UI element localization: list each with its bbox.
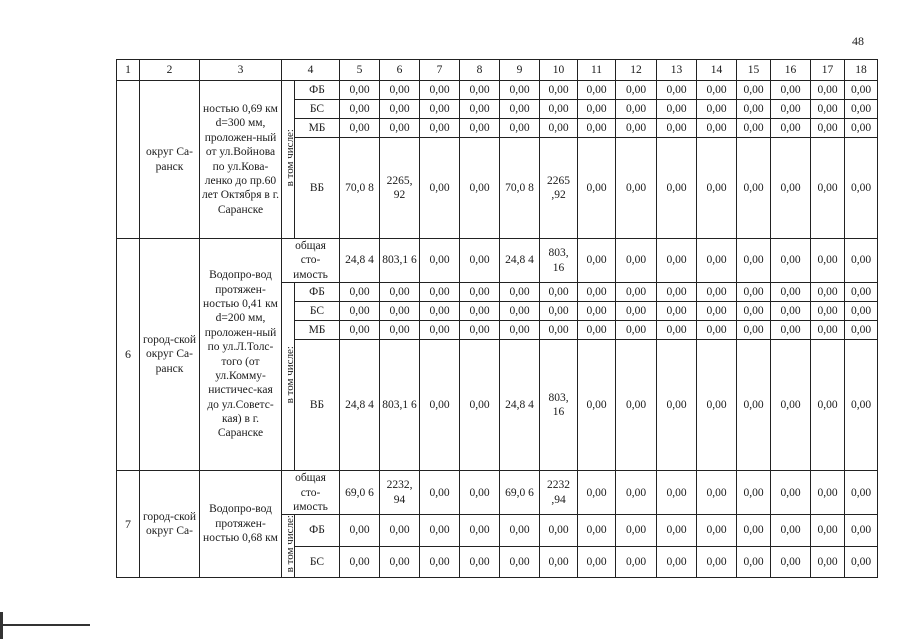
value-cell: 0,00 xyxy=(578,515,616,546)
value-cell: 69,0 6 xyxy=(340,471,380,515)
object-cell: Водопро-вод протяжен-ностью 0,68 км xyxy=(200,471,282,578)
value-cell: 0,00 xyxy=(697,340,737,471)
value-cell: 0,00 xyxy=(697,239,737,283)
district-cell: город-ской округ Са- xyxy=(140,471,200,578)
value-cell: 0,00 xyxy=(578,321,616,340)
value-cell: 0,00 xyxy=(380,321,420,340)
value-cell: 0,00 xyxy=(771,239,811,283)
value-cell: 0,00 xyxy=(420,283,460,302)
column-header: 13 xyxy=(657,60,697,81)
value-cell: 0,00 xyxy=(811,546,845,577)
incl-label-vertical xyxy=(282,81,295,239)
value-cell: 0,00 xyxy=(500,100,540,119)
value-cell: 0,00 xyxy=(578,239,616,283)
value-cell: 0,00 xyxy=(616,119,657,138)
value-cell: 0,00 xyxy=(811,100,845,119)
value-cell: 0,00 xyxy=(616,340,657,471)
column-header: 16 xyxy=(771,60,811,81)
value-cell: 0,00 xyxy=(460,138,500,239)
incl-label-text: в том числе: xyxy=(284,345,296,404)
fund-label-vb: ВБ xyxy=(295,340,340,471)
column-header: 7 xyxy=(420,60,460,81)
column-header: 5 xyxy=(340,60,380,81)
value-cell: 0,00 xyxy=(420,546,460,577)
value-cell: 0,00 xyxy=(616,321,657,340)
value-cell: 0,00 xyxy=(420,81,460,100)
scan-edge-bottom xyxy=(0,624,90,626)
row-number: 7 xyxy=(117,471,140,578)
fund-label-fb: ФБ xyxy=(295,81,340,100)
value-cell: 0,00 xyxy=(697,471,737,515)
value-cell: 0,00 xyxy=(771,321,811,340)
value-cell: 0,00 xyxy=(460,321,500,340)
value-cell: 0,00 xyxy=(420,321,460,340)
fund-label-fb: ФБ xyxy=(295,515,340,546)
value-cell: 0,00 xyxy=(616,283,657,302)
value-cell: 24,8 4 xyxy=(340,340,380,471)
value-cell: 2265, 92 xyxy=(380,138,420,239)
value-cell: 803, 16 xyxy=(540,340,578,471)
value-cell: 0,00 xyxy=(811,138,845,239)
value-cell: 0,00 xyxy=(697,100,737,119)
value-cell: 0,00 xyxy=(578,546,616,577)
value-cell: 0,00 xyxy=(460,302,500,321)
value-cell: 0,00 xyxy=(540,546,578,577)
value-cell: 0,00 xyxy=(771,81,811,100)
value-cell: 0,00 xyxy=(500,546,540,577)
column-header: 18 xyxy=(845,60,878,81)
fund-label-bs: БС xyxy=(295,302,340,321)
value-cell: 0,00 xyxy=(657,546,697,577)
value-cell: 0,00 xyxy=(380,100,420,119)
column-header: 10 xyxy=(540,60,578,81)
value-cell: 70,0 8 xyxy=(500,138,540,239)
value-cell: 0,00 xyxy=(697,119,737,138)
value-cell: 0,00 xyxy=(657,283,697,302)
value-cell: 0,00 xyxy=(657,302,697,321)
value-cell: 0,00 xyxy=(578,119,616,138)
value-cell: 803, 16 xyxy=(540,239,578,283)
value-cell: 0,00 xyxy=(845,239,878,283)
value-cell: 70,0 8 xyxy=(340,138,380,239)
table-row xyxy=(117,471,878,515)
value-cell: 0,00 xyxy=(811,321,845,340)
value-cell: 0,00 xyxy=(845,302,878,321)
value-cell: 0,00 xyxy=(737,321,771,340)
object-cell: ностью 0,69 км d=300 мм, проложен-ный от ул.Войнова по ул.Кова-ленко до пр.60 лет Октября в г. Саранске xyxy=(200,81,282,239)
table-row xyxy=(117,239,878,283)
value-cell: 0,00 xyxy=(616,302,657,321)
value-cell: 0,00 xyxy=(845,119,878,138)
value-cell: 0,00 xyxy=(657,239,697,283)
value-cell: 0,00 xyxy=(697,321,737,340)
value-cell: 0,00 xyxy=(771,100,811,119)
value-cell: 0,00 xyxy=(340,515,380,546)
value-cell: 0,00 xyxy=(616,471,657,515)
value-cell: 0,00 xyxy=(500,515,540,546)
value-cell: 0,00 xyxy=(811,515,845,546)
value-cell: 0,00 xyxy=(845,138,878,239)
value-cell: 0,00 xyxy=(500,321,540,340)
column-header: 17 xyxy=(811,60,845,81)
value-cell: 0,00 xyxy=(578,283,616,302)
value-cell: 803,1 6 xyxy=(380,340,420,471)
value-cell: 0,00 xyxy=(657,100,697,119)
value-cell: 0,00 xyxy=(616,81,657,100)
value-cell: 0,00 xyxy=(578,81,616,100)
fund-label-fb: ФБ xyxy=(295,283,340,302)
value-cell: 0,00 xyxy=(380,119,420,138)
value-cell: 0,00 xyxy=(340,81,380,100)
value-cell: 24,8 4 xyxy=(340,239,380,283)
column-header: 3 xyxy=(200,60,282,81)
value-cell: 0,00 xyxy=(460,283,500,302)
value-cell: 0,00 xyxy=(657,471,697,515)
value-cell: 0,00 xyxy=(340,546,380,577)
value-cell: 0,00 xyxy=(578,471,616,515)
value-cell: 0,00 xyxy=(737,100,771,119)
value-cell: 0,00 xyxy=(616,239,657,283)
value-cell: 0,00 xyxy=(657,138,697,239)
value-cell: 0,00 xyxy=(811,81,845,100)
district-cell: округ Са-ранск xyxy=(140,81,200,239)
value-cell: 0,00 xyxy=(811,471,845,515)
incl-label-text: в том числе: xyxy=(284,515,296,573)
incl-label-vertical xyxy=(282,515,295,578)
row-number xyxy=(117,81,140,239)
value-cell: 0,00 xyxy=(420,138,460,239)
value-cell: 0,00 xyxy=(578,340,616,471)
table-body xyxy=(117,60,878,578)
header-row xyxy=(117,60,878,81)
value-cell: 0,00 xyxy=(771,340,811,471)
value-cell: 803,1 6 xyxy=(380,239,420,283)
value-cell: 0,00 xyxy=(380,283,420,302)
value-cell: 0,00 xyxy=(540,81,578,100)
page-number: 48 xyxy=(852,34,864,48)
value-cell: 0,00 xyxy=(340,119,380,138)
value-cell: 2232 ,94 xyxy=(540,471,578,515)
value-cell: 0,00 xyxy=(811,302,845,321)
value-cell: 0,00 xyxy=(697,546,737,577)
value-cell: 0,00 xyxy=(460,119,500,138)
value-cell: 0,00 xyxy=(340,321,380,340)
column-header: 2 xyxy=(140,60,200,81)
value-cell: 0,00 xyxy=(500,283,540,302)
value-cell: 0,00 xyxy=(737,138,771,239)
value-cell: 0,00 xyxy=(811,239,845,283)
value-cell: 2232, 94 xyxy=(380,471,420,515)
value-cell: 0,00 xyxy=(657,340,697,471)
value-cell: 0,00 xyxy=(540,283,578,302)
value-cell: 0,00 xyxy=(420,100,460,119)
value-cell: 0,00 xyxy=(380,81,420,100)
value-cell: 0,00 xyxy=(460,239,500,283)
value-cell: 0,00 xyxy=(845,283,878,302)
value-cell: 0,00 xyxy=(460,100,500,119)
value-cell: 0,00 xyxy=(420,340,460,471)
value-cell: 0,00 xyxy=(500,302,540,321)
value-cell: 0,00 xyxy=(811,283,845,302)
value-cell: 0,00 xyxy=(737,81,771,100)
fund-label-bs: БС xyxy=(295,546,340,577)
column-header: 6 xyxy=(380,60,420,81)
value-cell: 0,00 xyxy=(340,283,380,302)
value-cell: 0,00 xyxy=(697,138,737,239)
column-header: 14 xyxy=(697,60,737,81)
value-cell: 0,00 xyxy=(737,283,771,302)
table-row xyxy=(117,81,878,100)
value-cell: 69,0 6 xyxy=(500,471,540,515)
cost-table xyxy=(116,59,878,578)
incl-label-vertical xyxy=(282,283,295,471)
value-cell: 0,00 xyxy=(771,302,811,321)
fund-label-vb: ВБ xyxy=(295,138,340,239)
value-cell: 0,00 xyxy=(420,302,460,321)
value-cell: 0,00 xyxy=(540,100,578,119)
total-cost-label: общая сто-имость xyxy=(282,471,340,515)
value-cell: 0,00 xyxy=(616,546,657,577)
fund-label-mb: МБ xyxy=(295,321,340,340)
value-cell: 0,00 xyxy=(811,119,845,138)
value-cell: 0,00 xyxy=(420,471,460,515)
value-cell: 0,00 xyxy=(340,100,380,119)
value-cell: 0,00 xyxy=(616,515,657,546)
column-header: 15 xyxy=(737,60,771,81)
value-cell: 0,00 xyxy=(578,138,616,239)
value-cell: 0,00 xyxy=(771,546,811,577)
value-cell: 0,00 xyxy=(420,515,460,546)
value-cell: 2265 ,92 xyxy=(540,138,578,239)
value-cell: 0,00 xyxy=(380,302,420,321)
column-header: 8 xyxy=(460,60,500,81)
value-cell: 0,00 xyxy=(845,515,878,546)
value-cell: 0,00 xyxy=(697,283,737,302)
value-cell: 0,00 xyxy=(380,546,420,577)
value-cell: 0,00 xyxy=(737,239,771,283)
value-cell: 0,00 xyxy=(340,302,380,321)
value-cell: 0,00 xyxy=(420,119,460,138)
value-cell: 0,00 xyxy=(460,515,500,546)
fund-label-bs: БС xyxy=(295,100,340,119)
value-cell: 0,00 xyxy=(657,81,697,100)
value-cell: 0,00 xyxy=(811,340,845,471)
value-cell: 0,00 xyxy=(737,119,771,138)
value-cell: 0,00 xyxy=(657,119,697,138)
value-cell: 0,00 xyxy=(771,471,811,515)
incl-label-text: в том числе: xyxy=(284,128,296,186)
column-header: 1 xyxy=(117,60,140,81)
value-cell: 0,00 xyxy=(737,546,771,577)
value-cell: 0,00 xyxy=(540,321,578,340)
value-cell: 24,8 4 xyxy=(500,340,540,471)
value-cell: 0,00 xyxy=(771,119,811,138)
district-cell: город-ской округ Са-ранск xyxy=(140,239,200,471)
value-cell: 24,8 4 xyxy=(500,239,540,283)
value-cell: 0,00 xyxy=(697,81,737,100)
value-cell: 0,00 xyxy=(460,546,500,577)
column-header: 9 xyxy=(500,60,540,81)
value-cell: 0,00 xyxy=(460,340,500,471)
value-cell: 0,00 xyxy=(737,471,771,515)
value-cell: 0,00 xyxy=(657,515,697,546)
value-cell: 0,00 xyxy=(420,239,460,283)
value-cell: 0,00 xyxy=(616,138,657,239)
value-cell: 0,00 xyxy=(540,302,578,321)
value-cell: 0,00 xyxy=(771,283,811,302)
value-cell: 0,00 xyxy=(737,302,771,321)
value-cell: 0,00 xyxy=(697,515,737,546)
value-cell: 0,00 xyxy=(540,119,578,138)
value-cell: 0,00 xyxy=(845,100,878,119)
total-cost-label: общая сто-имость xyxy=(282,239,340,283)
value-cell: 0,00 xyxy=(380,515,420,546)
value-cell: 0,00 xyxy=(460,471,500,515)
value-cell: 0,00 xyxy=(616,100,657,119)
value-cell: 0,00 xyxy=(578,302,616,321)
value-cell: 0,00 xyxy=(845,546,878,577)
value-cell: 0,00 xyxy=(657,321,697,340)
value-cell: 0,00 xyxy=(737,515,771,546)
value-cell: 0,00 xyxy=(500,81,540,100)
value-cell: 0,00 xyxy=(845,81,878,100)
column-header: 12 xyxy=(616,60,657,81)
value-cell: 0,00 xyxy=(845,471,878,515)
value-cell: 0,00 xyxy=(737,340,771,471)
value-cell: 0,00 xyxy=(845,340,878,471)
value-cell: 0,00 xyxy=(578,100,616,119)
value-cell: 0,00 xyxy=(460,81,500,100)
value-cell: 0,00 xyxy=(500,119,540,138)
column-header: 4 xyxy=(282,60,340,81)
value-cell: 0,00 xyxy=(771,138,811,239)
value-cell: 0,00 xyxy=(540,515,578,546)
value-cell: 0,00 xyxy=(771,515,811,546)
column-header: 11 xyxy=(578,60,616,81)
object-cell: Водопро-вод протяжен-ностью 0,41 км d=200 мм, проложен-ный по ул.Л.Толс-того (от ул.Комму-нистичес-кая до ул.Советс-кая) в г. Саранске xyxy=(200,239,282,471)
fund-label-mb: МБ xyxy=(295,119,340,138)
value-cell: 0,00 xyxy=(845,321,878,340)
value-cell: 0,00 xyxy=(697,302,737,321)
row-number: 6 xyxy=(117,239,140,471)
